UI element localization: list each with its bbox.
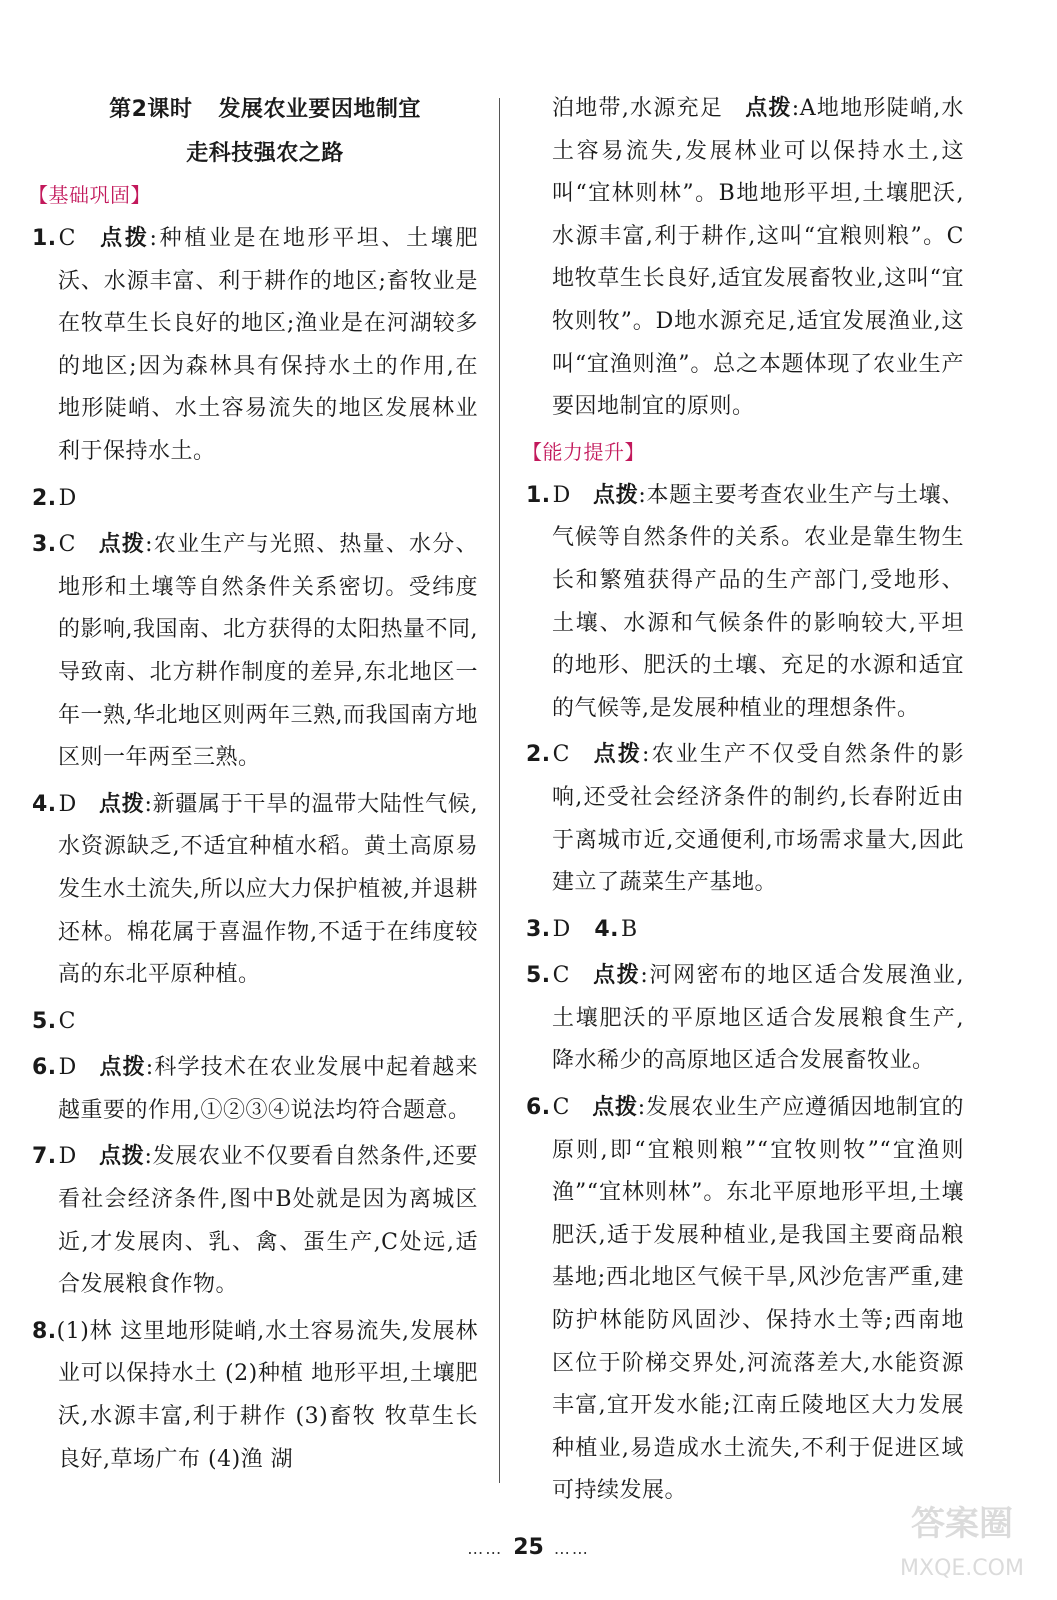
answer-item: 7.D 点拨:发展农业不仅要看自然条件,还要看社会经济条件,图中B处就是因为离城区近,才发展肉、乳、禽、蛋生产,C处远,适合发展粮食作物。: [32, 1144, 478, 1298]
left-column: [28, 88, 478, 1485]
answer-item: 6.C 点拨:发展农业生产应遵循因地制宜的原则,即“宜粮则粮”“宜牧则牧”“宜渔则渔”“宜林则林”。东北平原地形平坦,土壤肥沃,适于发展种植业,是我国主要商品粮基地;西北地区气候干旱,风沙危害严重,建防护林能防风固沙、保持水土等;西南地区位于阶梯交界处,河流落差大,水能资源丰富,宜开发水能;江南丘陵地区大力发展种植业,易造成水土流失,不利于促进区域可持续发展。: [526, 1095, 964, 1504]
answer-item: 1.D 点拨:本题主要考查农业生产与土壤、气候等自然条件的关系。农业是靠生物生长和繁殖获得产品的生产部门,受地形、土壤、水源和气候条件的影响较大,平坦的地形、肥沃的土壤、充足的水源和适宜的气候等,是发展种植业的理想条件。: [526, 482, 964, 721]
column-divider: [499, 98, 500, 1483]
watermark-logo: [887, 1490, 1037, 1590]
answer-item: 6.D 点拨:科学技术在农业发展中起着越来越重要的作用,①②③④说法均符合题意。: [32, 1055, 478, 1123]
answer-item: 2.D: [32, 485, 77, 511]
answer-item-continued: 泊地带,水源充足 点拨:A地地形陡峭,水土容易流失,发展林业可以保持水土,这叫“宜林则林”。B地地形平坦,土壤肥沃,水源丰富,利于耕作,这叫“宜粮则粮”。C地牧草生长良好,适宜发展畜牧业,这叫“宜牧则牧”。D地水源充足,适宜发展渔业,这叫“宜渔则渔”。总之本题体现了农业生产要因地制宜的原则。: [552, 96, 964, 420]
answer-item: 3.D 4.B: [526, 916, 638, 942]
answer-item: 2.C 点拨:农业生产不仅受自然条件的影响,还受社会经济条件的制约,长春附近由于离城市近,交通便利,市场需求量大,因此建立了蔬菜生产基地。: [526, 742, 964, 896]
answer-item: 3.C 点拨:农业生产与光照、热量、水分、地形和土壤等自然条件关系密切。受纬度的影响,我国南、北方获得的太阳热量不同,导致南、北方耕作制度的差异,东北地区一年一熟,华北地区则两年三熟,而我国南方地区则一年两至三熟。: [32, 532, 478, 771]
lesson-title: 第2课时 发展农业要因地制宜: [109, 97, 421, 122]
answer-item: 5.C 点拨:河网密布的地区适合发展渔业,土壤肥沃的平原地区适合发展粮食生产,降水稀少的高原地区适合发展畜牧业。: [526, 963, 964, 1074]
svg-text:答案圈: 答案圈: [911, 1504, 1013, 1544]
right-column: [522, 88, 964, 1517]
answer-item: 8.(1)林 这里地形陡峭,水土容易流失,发展林业可以保持水土 (2)种植 地形平坦,土壤肥沃,水源丰富,利于耕作 (3)畜牧 牧草生长良好,草场广布 (4)渔 湖: [32, 1318, 478, 1472]
answer-item: 1.C 点拨:种植业是在地形平坦、土壤肥沃、水源丰富、利于耕作的地区;畜牧业是在牧草生长良好的地区;渔业是在河湖较多的地区;因为森林具有保持水土的作用,在地形陡峭、水土容易流失的地区发展林业利于保持水土。: [32, 226, 478, 464]
page-number: …… 25 ……: [467, 1535, 590, 1560]
answer-item: 5.C: [32, 1008, 77, 1034]
svg-text:MXQE.COM: MXQE.COM: [900, 1556, 1024, 1581]
section-basic: 【基础巩固】: [28, 183, 151, 207]
section-ability: 【能力提升】: [522, 439, 645, 464]
answer-item: 4.D 点拨:新疆属于干旱的温带大陆性气候,水资源缺乏,不适宜种植水稻。黄土高原易发生水土流失,所以应大力保护植被,并退耕还林。棉花属于喜温作物,不适于在纬度较高的东北平原种植。: [32, 791, 478, 988]
lesson-subtitle: 走科技强农之路: [186, 141, 344, 166]
